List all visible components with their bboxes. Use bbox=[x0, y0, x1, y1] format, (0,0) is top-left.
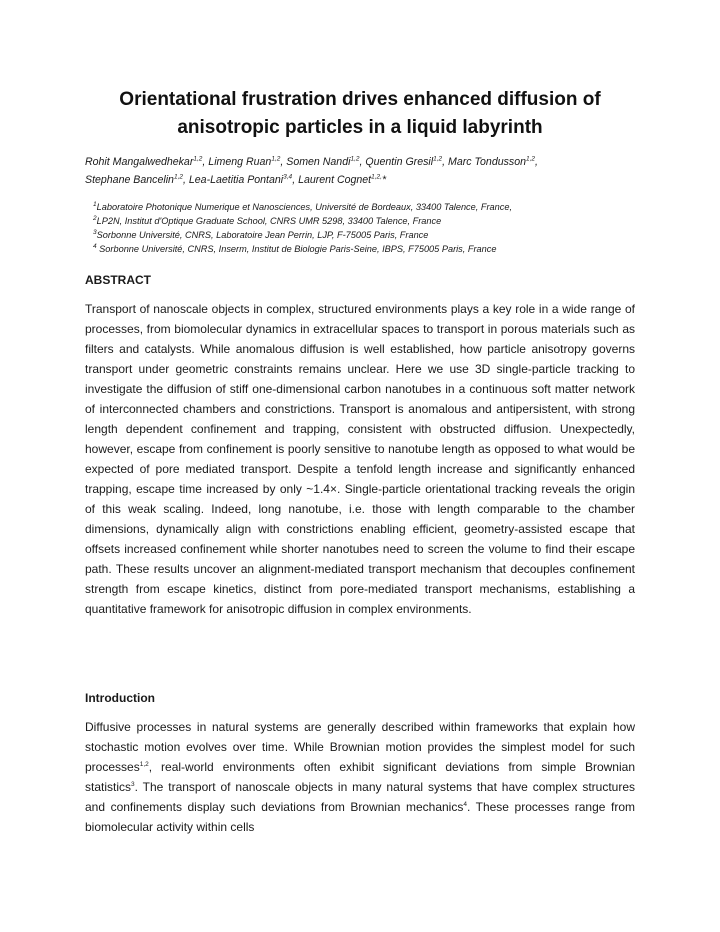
title-line-2: anisotropic particles in a liquid labyrinth bbox=[177, 117, 543, 138]
paper-title bbox=[60, 86, 660, 142]
citation-ref: 3 bbox=[131, 781, 135, 788]
title-line-1: Orientational frustration drives enhanced diffusion of bbox=[119, 89, 601, 110]
abstract-text: Transport of nanoscale objects in complex, structured environments plays a key role in a wide range of processes, from biomolecular dynamics in extracellular spaces to transport in porous materials such as filters and catalysts. While anomalous diffusion is well established, how particle anisotropy governs transport under geometric constraints remains unclear. Here we use 3D single-particle tracking to investigate the diffusion of stiff one-dimensional carbon nanotubes in a continuous soft matter network of interconnected chambers and constrictions. Transport is anomalous and antipersistent, with strong length dependent confinement and trapping, consistent with obstructed diffusion. Unexpectedly, however, escape from confinement is poorly sensitive to nanotube length as opposed to what would be expected of pore mediated transport. Despite a tenfold length increase and significantly enhanced trapping, escape time increased by only ~1.4×. Single-particle orientational tracking reveals the origin of this weak scaling. Indeed, long nanotube, i.e. those with length comparable to the chamber dimensions, dynamically align with constrictions enabling efficient, geometry-assisted escape that offsets increased confinement while shorter nanotubes need to screen the volume to find their escape path. These results uncover an alignment-mediated transport mechanism that decouples confinement strength from escape kinetics, distinct from pore-mediated transport mechanisms, establishing a quantitative framework for anisotropic diffusion in complex environments. bbox=[85, 302, 635, 616]
author: Marc Tondusson$^{1,2}$, bbox=[448, 155, 538, 168]
affiliation-item: $^1$Laboratoire Photonique Numerique et Nanosciences, Université de Bordeaux, 33400 Talence, France, bbox=[93, 200, 513, 212]
author: Stephane Bancelin$^{1,2}$, bbox=[85, 173, 189, 186]
citation-ref: 4 bbox=[463, 801, 467, 808]
citation-ref: 1,2 bbox=[139, 761, 149, 768]
affiliation-item: $^2$LP2N, Institut d'Optique Graduate School, CNRS UMR 5298, 33400 Talence, France bbox=[93, 214, 442, 226]
author: Somen Nandi$^{1,2}$, bbox=[286, 155, 366, 168]
introduction-text: Diffusive processes in natural systems are generally described within frameworks that explain how stochastic motion evolves over time. While Brownian motion provides the simplest model for such processes$^{1,2}$, real-world environments often exhibit significant deviations from simple Brownian statistics$^3$. The transport of nanoscale objects in many natural systems that have complex structures and confinements display such deviations from Brownian mechanics$^4$. These processes range from biomolecular activity within cells bbox=[85, 720, 636, 834]
author: Quentin Gresil$^{1,2}$, bbox=[365, 155, 449, 168]
author-list bbox=[85, 153, 645, 189]
affiliation-list bbox=[93, 200, 653, 256]
abstract-heading: ABSTRACT bbox=[85, 273, 151, 287]
author: Laurent Cognet$^{1,2,}$* bbox=[298, 173, 387, 186]
introduction-heading: Introduction bbox=[85, 691, 155, 705]
affiliation-item: $^4$ Sorbonne Université, CNRS, Inserm, Institut de Biologie Paris-Seine, IBPS, F75005 Paris, France bbox=[93, 242, 497, 254]
author: Lea-Laetitia Pontani$^{3,4}$, bbox=[188, 173, 299, 186]
affiliation-item: $^3$Sorbonne Université, CNRS, Laboratoire Jean Perrin, LJP, F-75005 Paris, France bbox=[93, 228, 429, 240]
author: Rohit Mangalwedhekar$^{1,2}$, bbox=[85, 155, 209, 168]
author: Limeng Ruan$^{1,2}$, bbox=[208, 155, 287, 168]
